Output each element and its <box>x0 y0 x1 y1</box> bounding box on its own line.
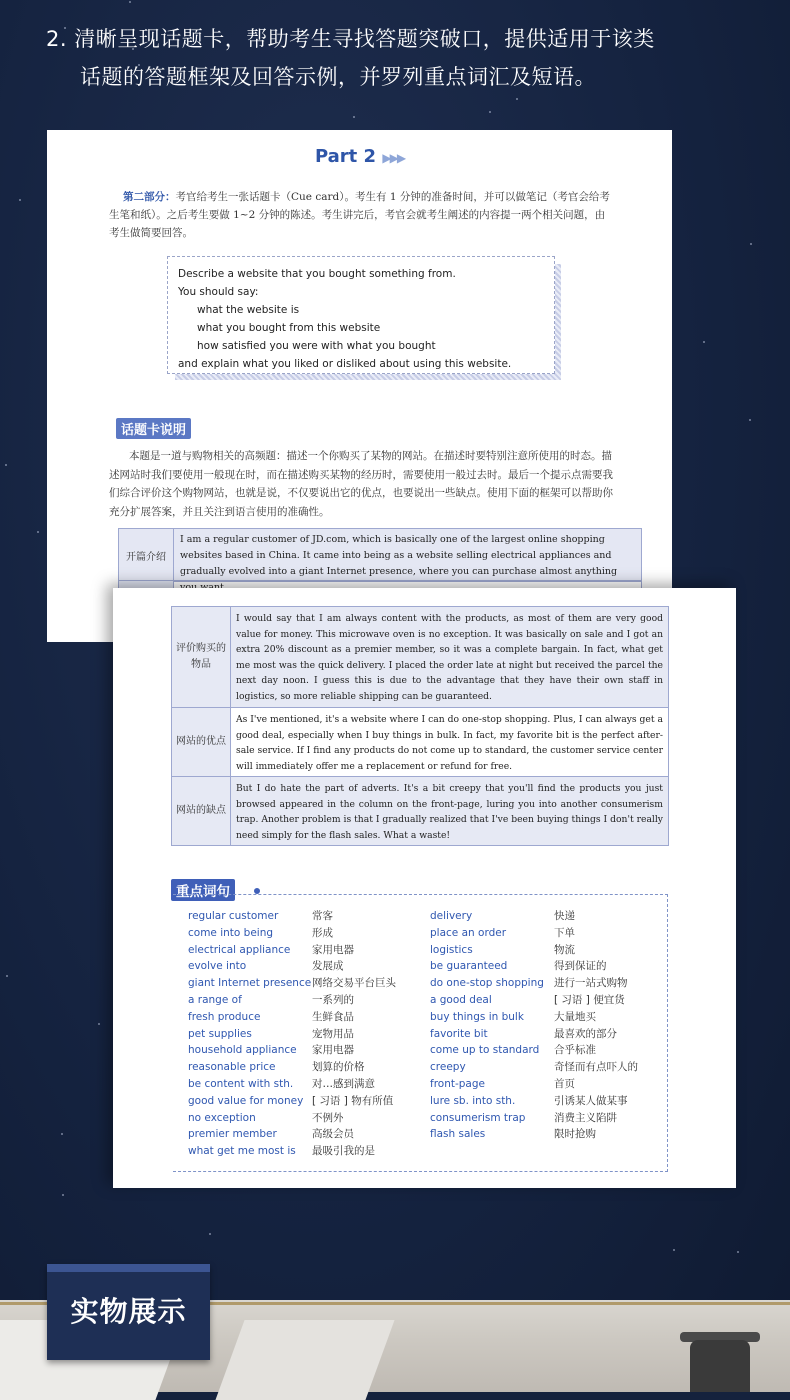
vocab-zh-item: 大量地买 <box>554 1010 596 1023</box>
opening-label: 开篇介绍 <box>119 529 174 581</box>
cue-line: You should say: <box>178 286 259 298</box>
vocab-en-item: lure sb. into sth. <box>430 1094 516 1107</box>
vocab-zh-item: 家用电器 <box>312 1044 354 1057</box>
vocab-en-item: a range of <box>188 993 242 1006</box>
star-icon <box>353 116 355 118</box>
vocab-en-item: electrical appliance <box>188 943 291 956</box>
vocab-en-item: flash sales <box>430 1128 486 1141</box>
book-page-top <box>47 130 672 642</box>
vocab-zh-item: [ 习语 ] 物有所值 <box>312 1094 394 1107</box>
star-icon <box>62 1194 64 1196</box>
part-intro <box>109 188 613 242</box>
vocab-zh-item: 宠物用品 <box>312 1027 354 1040</box>
star-icon <box>489 111 491 113</box>
vocab-zh-item: 下单 <box>554 926 575 939</box>
heading-line-1: 2. 清晰呈现话题卡，帮助考生寻找答题突破口，提供适用于该类 <box>46 27 655 51</box>
vocab-en-item: buy things in bulk <box>430 1010 524 1023</box>
feature-heading <box>46 20 766 96</box>
part-title-text: Part 2 <box>314 146 377 167</box>
row-text: But I do hate the part of adverts. It's a bit creepy that you'll find the products you just browsed appeared in the column on the front-page, luring you into another consumerism trap. Another problem is that I gradually realized that I've been buying things I don't really need simply for the flash sales. What a waste! <box>231 777 668 845</box>
row-label: 评价购买的物品 <box>172 607 231 707</box>
heading-line-2: 话题的答题框架及回答示例，并罗列重点词汇及短语。 <box>80 65 596 89</box>
star-icon <box>749 419 751 421</box>
vocab-left-english <box>188 908 311 1160</box>
vocab-right-english <box>430 908 544 1143</box>
vocab-en-item: delivery <box>430 910 473 922</box>
triple-arrow-icon: ▶▶▶ <box>382 151 405 165</box>
vocab-en-item: premier member <box>188 1128 277 1141</box>
vocab-en-item: favorite bit <box>430 1027 488 1040</box>
vocab-zh-item: 生鲜食品 <box>312 1010 354 1023</box>
cue-line: Describe a website that you bought something from. <box>178 268 456 280</box>
vocab-zh-item: 一系列的 <box>312 993 354 1006</box>
row-text: I would say that I am always content with the products, as most of them are very good value for money. This microwave oven is no exception. It was basically on sale and I got an extra 20% discount as a premier member, so it was a complete bargain. In fact, what get me most was the quick delivery. I placed the order late at night but received the parcel the next day noon. I guess this is due to the advantage that they have their own staff in logistics, so more reliable shipping can be guaranteed. <box>231 607 668 707</box>
table-row <box>172 607 668 708</box>
vocab-zh-item: 引诱某人做某事 <box>554 1094 628 1107</box>
table-row <box>172 777 668 845</box>
star-icon <box>516 98 518 100</box>
vocab-zh-item: 高级会员 <box>312 1128 354 1141</box>
vocab-zh-item: 最吸引我的是 <box>312 1145 375 1158</box>
paper-stack <box>215 1320 394 1400</box>
row-text: As I've mentioned, it's a website where I can do one-stop shopping. Plus, I can always get a good deal, especially when I buy things in bulk. In fact, my favorite bit is the perfect after-sale service. If I find any products do not come up to standard, the customer service center will immediately offer me a replacement or refund for free. <box>236 714 663 772</box>
vocab-zh-item: 网络交易平台巨头 <box>312 977 396 990</box>
table-row <box>172 708 668 777</box>
cue-line: what you bought from this website <box>197 322 381 334</box>
vocab-en-item: come up to standard <box>430 1044 540 1057</box>
vocab-title: 重点词句 <box>171 879 235 901</box>
section-text: 本题是一道与购物相关的高频题：描述一个你购买了某物的网站。在描述时要特别注意所使用的时态。描述网站时我们要使用一般现在时，而在描述购买某物的经历时，需要使用一般过去时。最后一个提示点需要我们综合评价这个购物网站，也就是说，不仅要说出它的优点，也要说出一些缺点。使用下面的框架可以帮助你充分扩展答案，并且关注到语言使用的准确性。 <box>109 450 613 518</box>
intro-label: 第二部分： <box>123 191 176 203</box>
cue-card <box>167 256 555 374</box>
badge-text: 实物展示 <box>70 1295 187 1328</box>
vocab-zh-item: 快递 <box>554 910 575 922</box>
vocab-zh-item: 得到保证的 <box>554 960 607 973</box>
vocab-en-item: evolve into <box>188 960 247 973</box>
vocab-zh-item: 划算的价格 <box>312 1061 365 1074</box>
vocab-zh-item: 首页 <box>554 1077 575 1090</box>
star-icon <box>5 464 7 466</box>
vocab-zh-item: [ 习语 ] 便宜货 <box>554 993 625 1006</box>
star-icon <box>129 1 131 3</box>
star-icon <box>703 341 705 343</box>
vocab-zh-item: 进行一站式购物 <box>554 977 628 990</box>
star-icon <box>750 243 752 245</box>
vocab-zh-item: 消费主义陷阱 <box>554 1111 617 1124</box>
vocab-zh-item: 合乎标准 <box>554 1044 596 1057</box>
star-icon <box>37 531 39 533</box>
kettle <box>690 1340 750 1392</box>
vocab-en-item: place an order <box>430 926 507 939</box>
vocab-zh-item: 常客 <box>312 910 333 922</box>
vocab-zh-item: 对…感到满意 <box>312 1077 375 1090</box>
vocab-en-item: a good deal <box>430 993 492 1006</box>
intro-text: 考官给考生一张话题卡（Cue card）。考生有 1 分钟的准备时间，并可以做笔记（考官会给考生笔和纸）。之后考生要做 1~2 分钟的陈述。考生讲完后，考官会就考生阐述的内容提一两个相关问题，由考生做简要回答。 <box>109 191 610 239</box>
vocab-en-item: consumerism trap <box>430 1111 526 1124</box>
vocab-en-item: front-page <box>430 1077 485 1090</box>
vocab-right-chinese <box>554 908 638 1143</box>
vocab-zh-item: 限时抢购 <box>554 1128 596 1141</box>
cue-line: what the website is <box>197 304 300 316</box>
vocab-zh-item: 奇怪而有点吓人的 <box>554 1061 638 1074</box>
vocab-en-item: regular customer <box>188 910 279 922</box>
star-icon <box>19 199 21 201</box>
vocab-en-item: what get me most is <box>188 1145 296 1158</box>
vocab-en-item: logistics <box>430 943 473 956</box>
cue-line: how satisfied you were with what you bought <box>197 340 436 352</box>
vocab-zh-item: 形成 <box>312 926 333 939</box>
vocab-en-item: good value for money <box>188 1094 304 1107</box>
vocab-left-chinese <box>312 908 396 1160</box>
vocab-en-item: pet supplies <box>188 1027 252 1040</box>
opening-text: I am a regular customer of JD.com, which is basically one of the largest online shopping websites based in China. It came into being as a website selling electrical appliances and gradually evolved into a giant Internet presence, where you can purchase almost anything <box>174 529 641 581</box>
star-icon <box>673 1249 675 1251</box>
row-label: 网站的缺点 <box>172 777 231 845</box>
star-icon <box>737 1251 739 1253</box>
vocab-zh-item: 家用电器 <box>312 943 354 956</box>
section-badge <box>47 1264 210 1360</box>
book-page-bottom <box>113 588 736 1188</box>
vocab-en-item: be content with sth. <box>188 1077 294 1090</box>
part-title <box>47 146 672 167</box>
cue-line: and explain what you liked or disliked about using this website. <box>178 358 512 370</box>
vocab-en-item: no exception <box>188 1111 256 1124</box>
answer-table <box>171 606 669 846</box>
star-icon <box>61 1133 63 1135</box>
vocab-en-item: giant Internet presence <box>188 977 312 990</box>
row-label: 网站的优点 <box>172 708 231 776</box>
vocab-en-item: fresh produce <box>188 1010 261 1023</box>
vocab-zh-item: 不例外 <box>312 1111 344 1124</box>
vocab-zh-item: 物流 <box>554 943 575 956</box>
star-icon <box>6 975 8 977</box>
vocab-en-item: be guaranteed <box>430 960 508 973</box>
star-icon <box>98 1023 100 1025</box>
vocab-en-item: household appliance <box>188 1044 297 1057</box>
vocab-en-item: do one-stop shopping <box>430 977 544 990</box>
vocab-en-item: reasonable price <box>188 1061 276 1074</box>
vocab-zh-item: 最喜欢的部分 <box>554 1027 617 1040</box>
vocab-en-item: come into being <box>188 926 274 939</box>
vocab-zh-item: 发展成 <box>312 960 344 973</box>
vocab-en-item: creepy <box>430 1061 466 1074</box>
opening-row <box>118 528 642 582</box>
star-icon <box>209 1233 211 1235</box>
section-label: 话题卡说明 <box>116 418 191 439</box>
